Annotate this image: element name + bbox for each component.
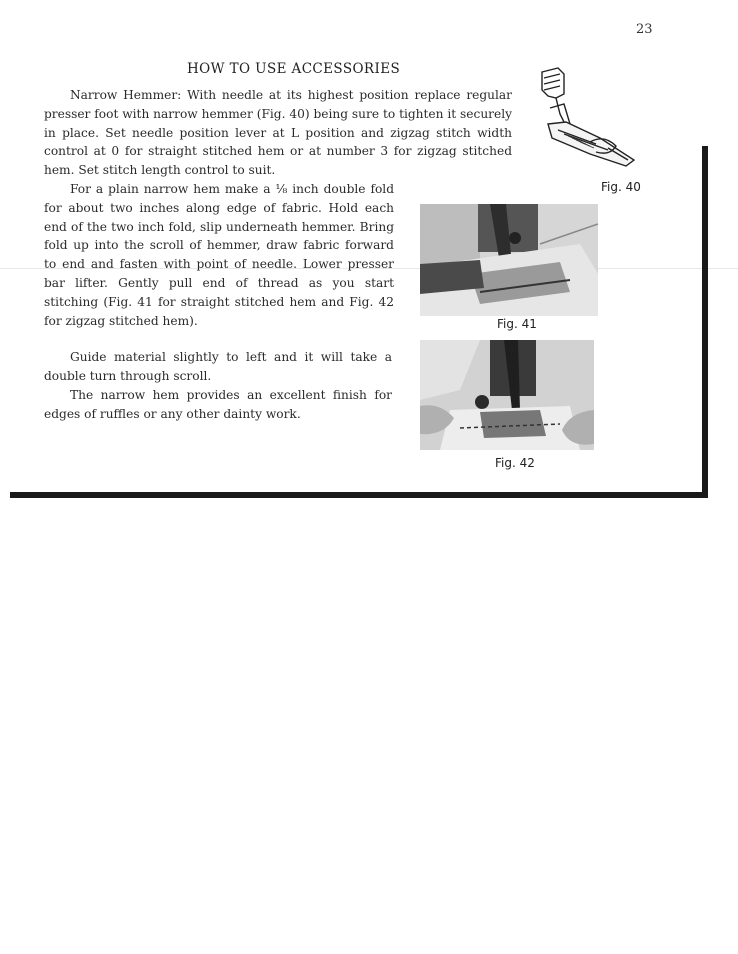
- paragraph-plain-narrow-hem: For a plain narrow hem make a ⅛ inch double fold for about two inches along edge of fabric. Hold each end of the two inch fold, slip underneath hemmer. Bring fold up into the scroll of hemmer, draw fabric forward to end and fasten with point of needle. Lower presser bar lifter. Gently pull end of thread as you start stitching (Fig. 41 for straight stitched hem and Fig. 42 for zigzag stitched hem).: [44, 182, 394, 328]
- paragraph-narrow-hemmer-setup: Narrow Hemmer: With needle at its highest position replace regular presser foot with narrow hemmer (Fig. 40) being sure to tighten it securely in place. Set needle position lever at L position and zigzag stitch width control at 0 for straight stitched hem or at number 3 for zigzag stitched hem. Set stitch length control to suit.: [44, 88, 512, 178]
- paragraph-guide-material: Guide material slightly to left and it will take a double turn through scroll.: [44, 350, 392, 383]
- straight-hem-photo: [420, 204, 598, 316]
- zigzag-hem-photo: [420, 340, 594, 450]
- paragraph-narrow-hem-finish: The narrow hem provides an excellent finish for edges of ruffles or any other dainty work.: [44, 388, 392, 421]
- fig-42-caption: Fig. 42: [495, 456, 535, 470]
- section-heading: HOW TO USE ACCESSORIES: [187, 61, 401, 77]
- fig-40-caption: Fig. 40: [601, 180, 641, 194]
- page-number: 23: [636, 22, 653, 37]
- fig-41-caption: Fig. 41: [497, 317, 537, 331]
- bottom-border-rule: [10, 492, 706, 498]
- right-border-rule: [702, 146, 708, 498]
- narrow-hemmer-foot-icon: [530, 64, 642, 176]
